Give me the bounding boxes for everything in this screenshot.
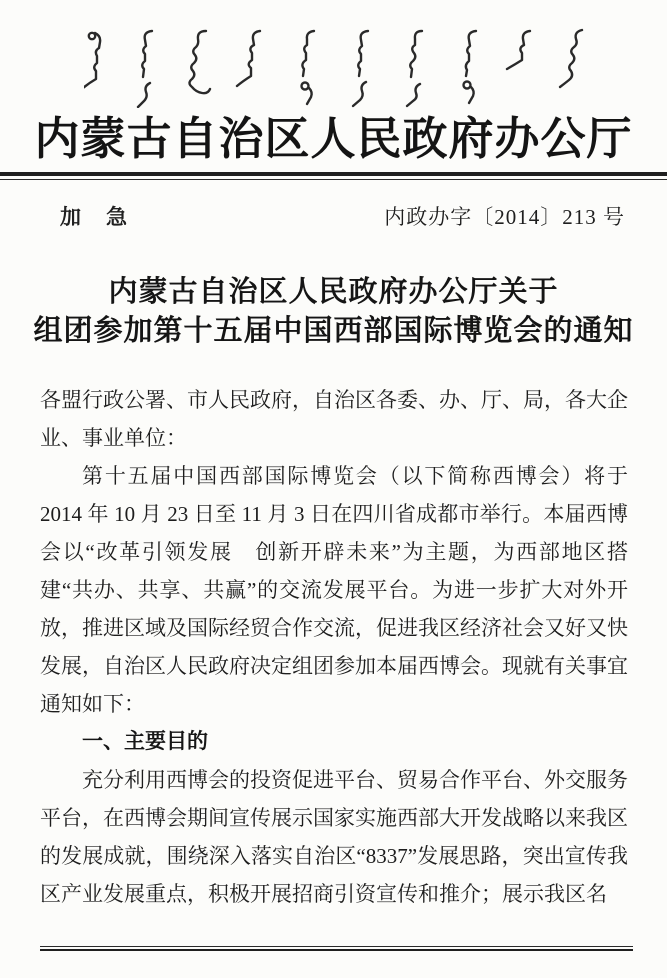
document-title-line1: 内蒙古自治区人民政府办公厅关于 — [108, 276, 559, 308]
document-title-line2: 组团参加第十五届中国西部国际博览会的通知 — [33, 315, 634, 347]
urgency-label: 加 急 — [60, 206, 129, 229]
document-number: 内政办字〔2014〕213 号 — [384, 205, 625, 229]
mongolian-script-header — [84, 26, 589, 108]
section-heading-1: 一、主要目的 — [82, 730, 208, 753]
mongolian-script-glyphs — [84, 26, 589, 108]
paragraph-section-1: 充分利用西博会的投资促进平台、贸易合作平台、外交服务平台，在西博会期间宣传展示国家实施西部大开发战略以来我区的发展成就，围绕深入落实自治区“8337”发展思路，突出宣传我区产业发展重点，积极开展招商引资宣传和推介；展示我区名 — [40, 768, 628, 906]
footer-rule — [40, 946, 633, 951]
header-rule — [0, 172, 667, 180]
document-body — [40, 381, 628, 913]
document-title — [0, 273, 667, 351]
agency-name: 内蒙古自治区人民政府办公厅 — [34, 114, 633, 164]
paragraph-intro: 第十五届中国西部国际博览会（以下简称西博会）将于 2014 年 10 月 23 日至 11 月 3 日在四川省成都市举行。本届西博会以“改革引领发展 创新开辟未来”为主题，为西部地区搭建“共办、共享、共赢”的交流发展平台。为进一步扩大对外开放，推进区域及国际经贸合作交流，促进我区经济社会又好又快发展，自治区人民政府决定组团参加本届西博会。现就有关事宜通知如下： — [40, 464, 628, 716]
meta-row — [60, 201, 625, 231]
salutation: 各盟行政公署、市人民政府，自治区各委、办、厅、局，各大企业、事业单位： — [40, 388, 628, 450]
